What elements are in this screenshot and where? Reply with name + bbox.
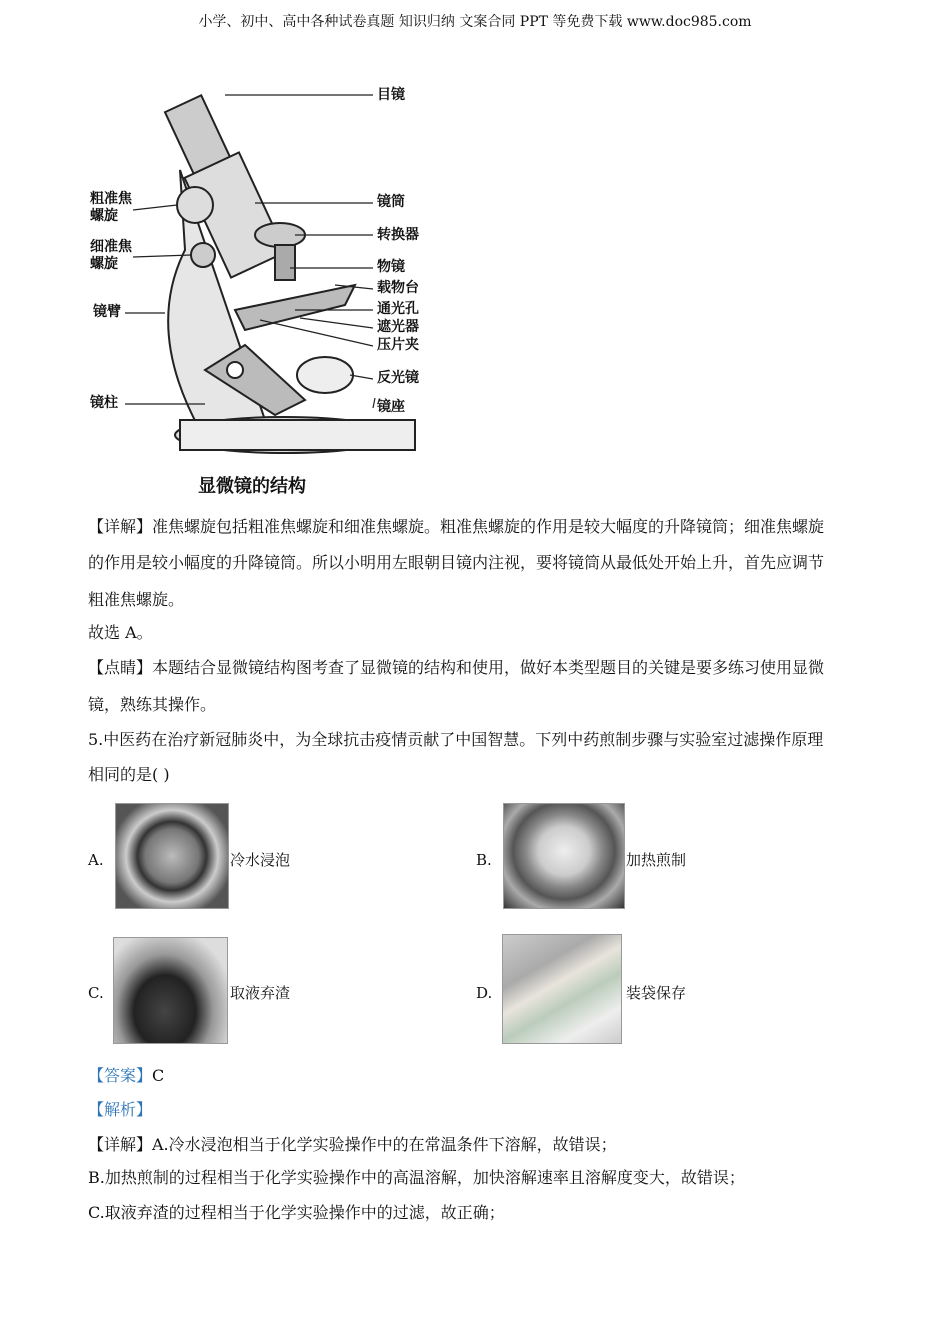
label-base: 镜座 (377, 399, 405, 415)
page-header: 小学、初中、高中各种试卷真题 知识归纳 文案合同 PPT 等免费下载 www.doc985.com (198, 14, 752, 30)
option-b-letter: B. (476, 851, 492, 869)
label-objective: 物镜 (377, 259, 405, 275)
label-tube: 镜筒 (377, 194, 405, 210)
option-d-text: 装袋保存 (626, 984, 687, 1002)
label-fine-adjust (90, 239, 132, 273)
question-line: 相同的是( ) (88, 765, 170, 784)
option-a-text: 冷水浸泡 (230, 851, 291, 869)
option-c-text: 取液弃渣 (230, 984, 291, 1002)
option-c-letter: C. (88, 984, 104, 1002)
label-line: 细准焦 (90, 239, 132, 255)
label-aperture: 通光孔 (377, 301, 419, 317)
label-coarse-adjust (90, 191, 132, 225)
detail-line: B.加热煎制的过程相当于化学实验操作中的高温溶解，加快溶解速率且溶解度变大，故错误； (88, 1168, 745, 1187)
label-line: 粗准焦 (90, 191, 132, 207)
explanation-line: 【详解】准焦螺旋包括粗准焦螺旋和细准焦螺旋。粗准焦螺旋的作用是较大幅度的升降镜筒；细准焦螺旋 (88, 517, 825, 536)
analysis-tag: 【解析】 (88, 1100, 153, 1119)
option-a-letter: A. (88, 851, 104, 869)
option-d-photo (502, 934, 622, 1044)
label-clips: 压片夹 (377, 337, 419, 353)
answer-value: C (152, 1066, 165, 1085)
explanation-line: 粗准焦螺旋。 (88, 590, 185, 609)
microscope-diagram (85, 80, 445, 510)
diagram-caption: 显微镜的结构 (198, 476, 306, 497)
option-a-photo (115, 803, 229, 909)
label-nosepiece: 转换器 (377, 227, 419, 243)
detail-line: 【详解】A.冷水浸泡相当于化学实验操作中的在常温条件下溶解，故错误； (88, 1135, 617, 1154)
comment-line: 【点睛】本题结合显微镜结构图考查了显微镜的结构和使用，做好本类型题目的关键是要多练习使用显微 (88, 658, 825, 677)
answer-line (88, 1066, 164, 1086)
option-b-photo (503, 803, 625, 909)
option-c-photo (113, 937, 228, 1044)
answer-tag: 【答案】 (88, 1066, 153, 1085)
label-arm: 镜臂 (93, 304, 121, 320)
explanation-line: 故选 A。 (88, 623, 153, 642)
label-line: 螺旋 (90, 208, 118, 224)
option-b-text: 加热煎制 (626, 851, 687, 869)
detail-line: C.取液弃渣的过程相当于化学实验操作中的过滤，故正确； (88, 1203, 505, 1222)
label-stage: 载物台 (377, 280, 419, 296)
label-pillar: 镜柱 (90, 395, 118, 411)
label-diaphragm: 遮光器 (377, 319, 419, 335)
explanation-line: 的作用是较小幅度的升降镜筒。所以小明用左眼朝目镜内注视，要将镜筒从最低处开始上升，首先应调节 (88, 553, 825, 572)
comment-line: 镜，熟练其操作。 (88, 695, 217, 714)
label-eyepiece: 目镜 (377, 87, 405, 103)
option-d-letter: D. (476, 984, 493, 1002)
label-line: 螺旋 (90, 256, 118, 272)
label-mirror: 反光镜 (377, 370, 419, 386)
question-line: 5.中医药在治疗新冠肺炎中，为全球抗击疫情贡献了中国智慧。下列中药煎制步骤与实验室过滤操作原理 (88, 730, 824, 749)
